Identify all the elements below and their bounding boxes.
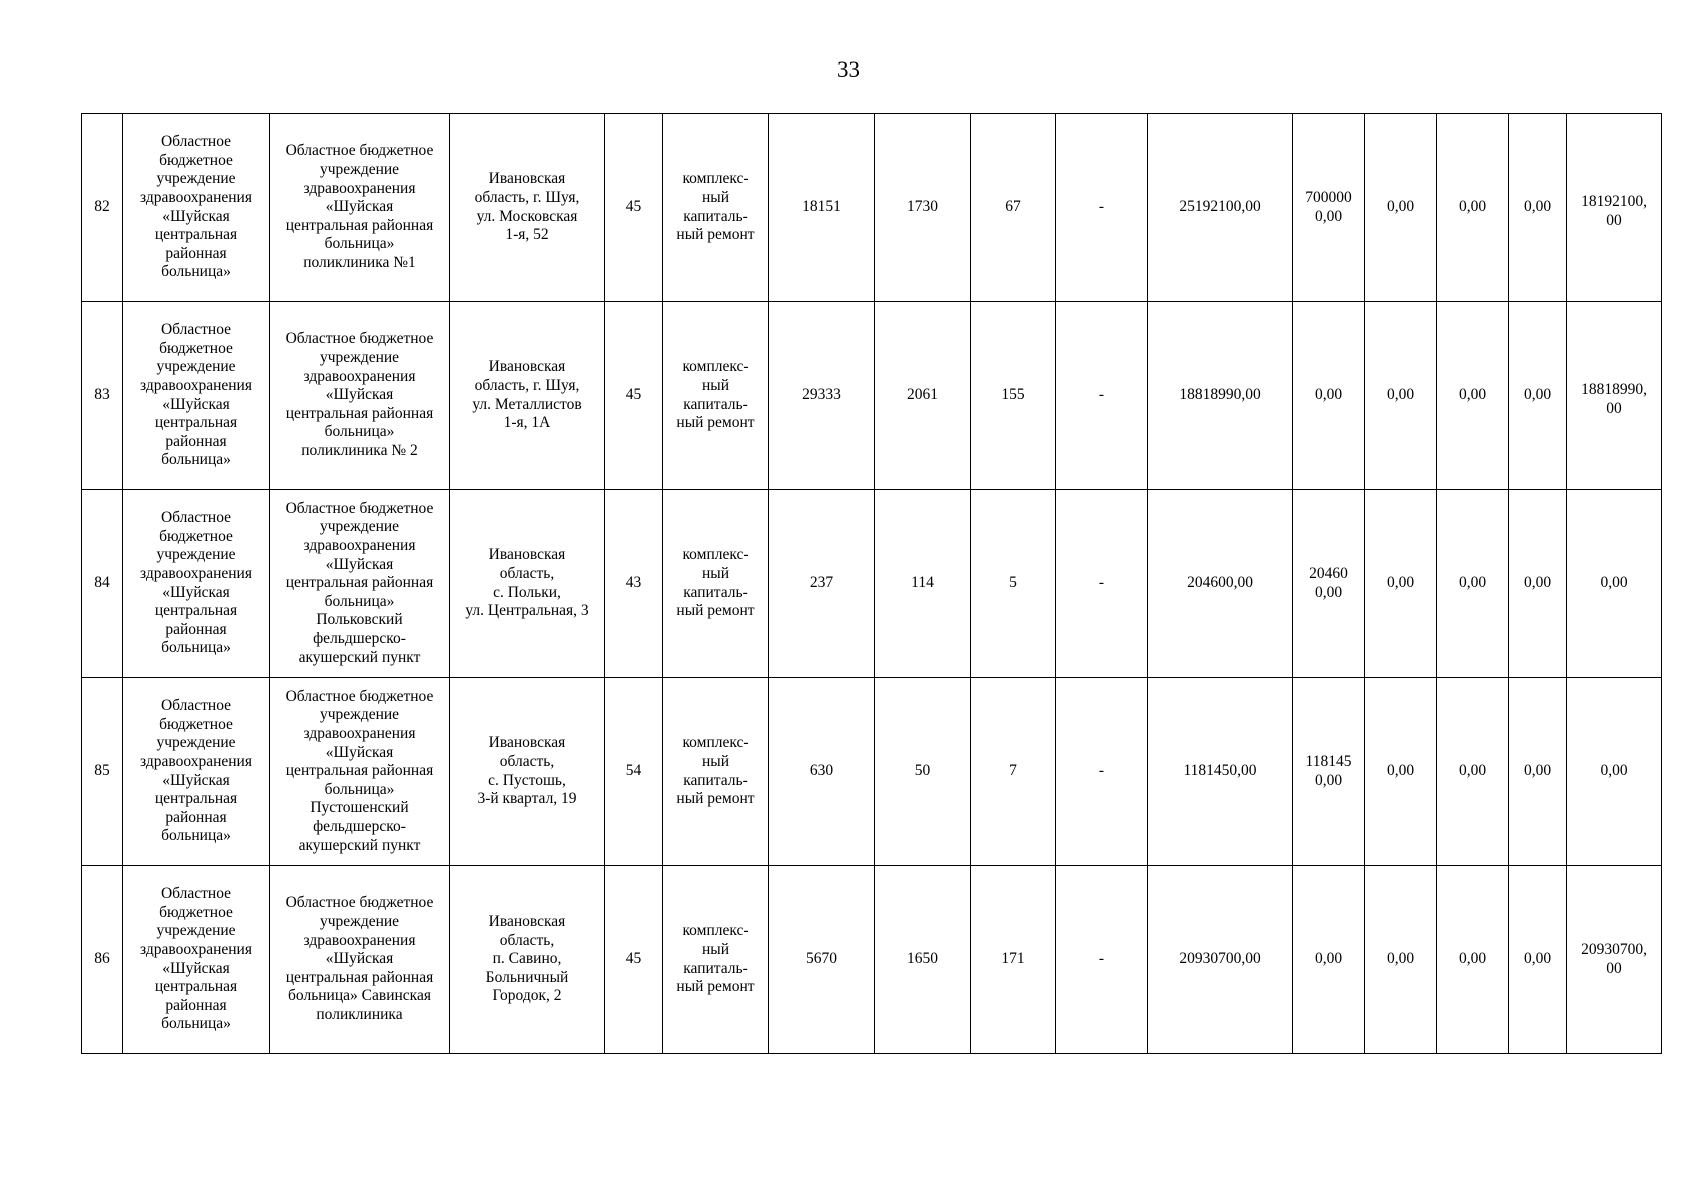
object-table <box>81 113 1662 1054</box>
value-cell-3: 5 <box>971 490 1056 678</box>
address-cell: Ивановская область, с. Польки, ул. Центральная, 3 <box>450 490 605 678</box>
value-cell-1: 18151 <box>769 114 875 302</box>
page-number: 33 <box>837 57 860 82</box>
work-type-cell: комплекс- ный капиталь- ный ремонт <box>663 490 769 678</box>
object-cell: Областное бюджетное учреждение здравоохранения «Шуйская центральная районная больница» Пустошенский фельдшерско- акушерский пункт <box>270 678 450 866</box>
value-cell-2: 2061 <box>875 302 971 490</box>
value-cell-1: 29333 <box>769 302 875 490</box>
funding-cell-5: 18192100, 00 <box>1567 114 1662 302</box>
table-row <box>82 302 1662 490</box>
funding-cell-1: 20460 0,00 <box>1293 490 1365 678</box>
value-cell-4: - <box>1056 302 1148 490</box>
funding-cell-4: 0,00 <box>1509 490 1567 678</box>
funding-cell-5: 0,00 <box>1567 490 1662 678</box>
address-cell: Ивановская область, г. Шуя, ул. Металлистов 1-я, 1А <box>450 302 605 490</box>
funding-cell-3: 0,00 <box>1437 302 1509 490</box>
year-cell: 43 <box>605 490 663 678</box>
address-cell: Ивановская область, п. Савино, Больничный Городок, 2 <box>450 866 605 1054</box>
funding-cell-3: 0,00 <box>1437 490 1509 678</box>
funding-cell-5: 0,00 <box>1567 678 1662 866</box>
funding-cell-2: 0,00 <box>1365 866 1437 1054</box>
table-row <box>82 866 1662 1054</box>
funding-cell-2: 0,00 <box>1365 490 1437 678</box>
year-cell: 45 <box>605 866 663 1054</box>
value-cell-1: 237 <box>769 490 875 678</box>
table-row <box>82 678 1662 866</box>
owner-cell: Областное бюджетное учреждение здравоохранения «Шуйская центральная районная больница» <box>123 678 270 866</box>
funding-cell-3: 0,00 <box>1437 866 1509 1054</box>
address-cell: Ивановская область, с. Пустошь, 3-й квартал, 19 <box>450 678 605 866</box>
work-type-cell: комплекс- ный капиталь- ный ремонт <box>663 866 769 1054</box>
address-cell: Ивановская область, г. Шуя, ул. Московская 1-я, 52 <box>450 114 605 302</box>
value-cell-4: - <box>1056 490 1148 678</box>
table-row <box>82 490 1662 678</box>
value-cell-2: 1650 <box>875 866 971 1054</box>
value-cell-2: 114 <box>875 490 971 678</box>
funding-cell-4: 0,00 <box>1509 678 1567 866</box>
value-cell-2: 50 <box>875 678 971 866</box>
funding-cell-5: 18818990, 00 <box>1567 302 1662 490</box>
total-cost-cell: 204600,00 <box>1148 490 1293 678</box>
funding-cell-3: 0,00 <box>1437 114 1509 302</box>
funding-cell-4: 0,00 <box>1509 866 1567 1054</box>
owner-cell: Областное бюджетное учреждение здравоохранения «Шуйская центральная районная больница» <box>123 114 270 302</box>
year-cell: 45 <box>605 114 663 302</box>
row-number-cell: 83 <box>82 302 123 490</box>
funding-cell-4: 0,00 <box>1509 302 1567 490</box>
total-cost-cell: 20930700,00 <box>1148 866 1293 1054</box>
value-cell-3: 155 <box>971 302 1056 490</box>
work-type-cell: комплекс- ный капиталь- ный ремонт <box>663 678 769 866</box>
total-cost-cell: 18818990,00 <box>1148 302 1293 490</box>
funding-cell-4: 0,00 <box>1509 114 1567 302</box>
object-cell: Областное бюджетное учреждение здравоохранения «Шуйская центральная районная больница» поликлиника № 2 <box>270 302 450 490</box>
value-cell-1: 5670 <box>769 866 875 1054</box>
value-cell-3: 7 <box>971 678 1056 866</box>
row-number-cell: 85 <box>82 678 123 866</box>
year-cell: 54 <box>605 678 663 866</box>
value-cell-3: 67 <box>971 114 1056 302</box>
funding-cell-2: 0,00 <box>1365 678 1437 866</box>
owner-cell: Областное бюджетное учреждение здравоохранения «Шуйская центральная районная больница» <box>123 302 270 490</box>
funding-cell-1: 118145 0,00 <box>1293 678 1365 866</box>
owner-cell: Областное бюджетное учреждение здравоохранения «Шуйская центральная районная больница» <box>123 866 270 1054</box>
funding-cell-1: 0,00 <box>1293 866 1365 1054</box>
owner-cell: Областное бюджетное учреждение здравоохранения «Шуйская центральная районная больница» <box>123 490 270 678</box>
row-number-cell: 84 <box>82 490 123 678</box>
value-cell-3: 171 <box>971 866 1056 1054</box>
value-cell-4: - <box>1056 678 1148 866</box>
object-cell: Областное бюджетное учреждение здравоохранения «Шуйская центральная районная больница» поликлиника №1 <box>270 114 450 302</box>
work-type-cell: комплекс- ный капиталь- ный ремонт <box>663 114 769 302</box>
funding-cell-2: 0,00 <box>1365 302 1437 490</box>
funding-cell-1: 700000 0,00 <box>1293 114 1365 302</box>
object-cell: Областное бюджетное учреждение здравоохранения «Шуйская центральная районная больница» Савинская поликлиника <box>270 866 450 1054</box>
work-type-cell: комплекс- ный капиталь- ный ремонт <box>663 302 769 490</box>
funding-cell-1: 0,00 <box>1293 302 1365 490</box>
value-cell-1: 630 <box>769 678 875 866</box>
value-cell-2: 1730 <box>875 114 971 302</box>
row-number-cell: 86 <box>82 866 123 1054</box>
object-cell: Областное бюджетное учреждение здравоохранения «Шуйская центральная районная больница» Польковский фельдшерско- акушерский пункт <box>270 490 450 678</box>
row-number-cell: 82 <box>82 114 123 302</box>
value-cell-4: - <box>1056 866 1148 1054</box>
table-row <box>82 114 1662 302</box>
funding-cell-5: 20930700, 00 <box>1567 866 1662 1054</box>
total-cost-cell: 1181450,00 <box>1148 678 1293 866</box>
year-cell: 45 <box>605 302 663 490</box>
value-cell-4: - <box>1056 114 1148 302</box>
funding-cell-3: 0,00 <box>1437 678 1509 866</box>
funding-cell-2: 0,00 <box>1365 114 1437 302</box>
total-cost-cell: 25192100,00 <box>1148 114 1293 302</box>
